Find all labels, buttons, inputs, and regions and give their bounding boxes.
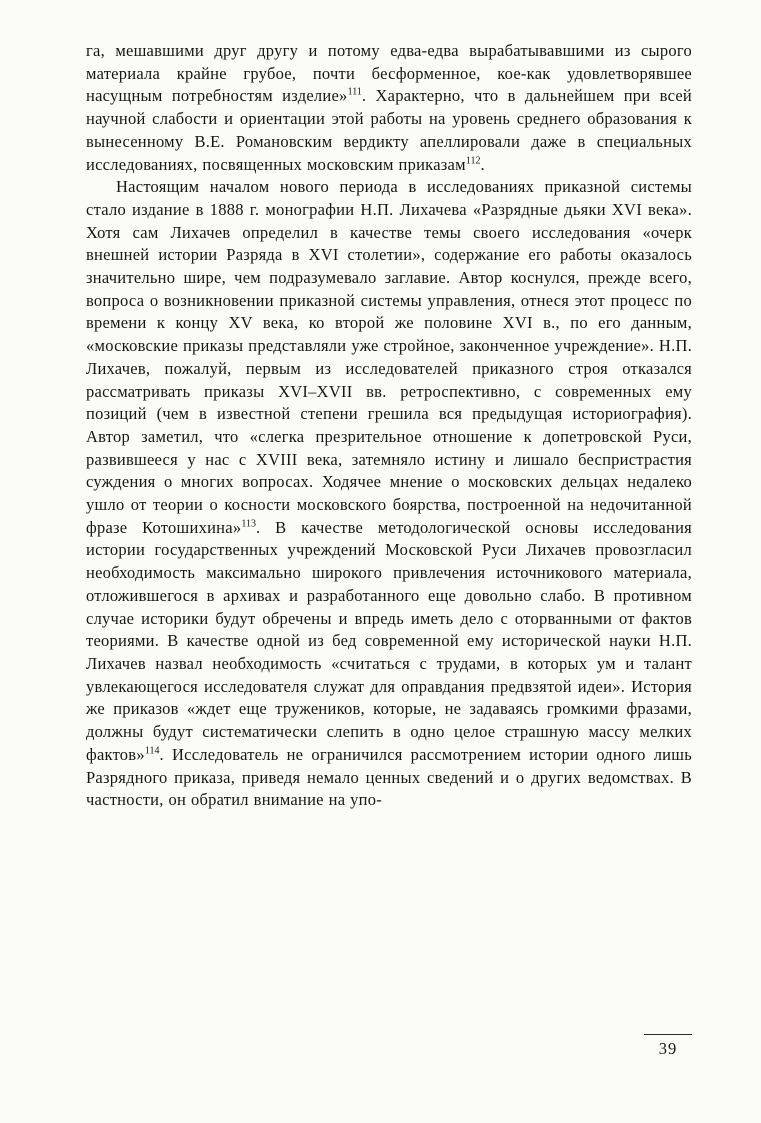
- paragraph-continuation: [86, 40, 692, 176]
- paragraph-text: .: [480, 154, 485, 174]
- footnote-ref-113: 113: [241, 518, 256, 530]
- paragraph-text: . В качестве методологической основы исследования истории государственных учреждений Московской Руси Лихачев провозгласил необходимость максимально широкого привлечения источникового материала, отложившегося в архивах и разработанного еще довольно слабо. В противном случае историки будут обречены и впредь иметь дело с оторванными от фактов теориями. В качестве одной из бед современной ему исторической науки Н.П. Лихачев назвал необходимость «считаться с трудами, в которых ум и талант увлекающегося исследователя служат для оправдания предвзятой идеи». История же приказов «ждет еще тружеников, которые, не задаваясь громкими фразами, должны будут систематически слепить в одно целое страшную массу мелких фактов»: [86, 517, 692, 764]
- footnote-ref-114: 114: [144, 745, 160, 757]
- body-text: [86, 40, 692, 812]
- page-footer: [644, 1034, 692, 1059]
- page-number: 39: [658, 1039, 678, 1058]
- footnote-ref-111: 111: [347, 86, 362, 98]
- paragraph-text: . Характерно, что в дальнейшем при всей научной слабости и ориентации этой работы на уровень среднего образования к вынесенному В.Е. Романовским вердикту апеллировали даже в специальных исследованиях, посвященных московским приказам: [86, 86, 692, 174]
- paragraph-text: га, мешавшими друг другу и потому едва-едва вырабатывавшими из сырого материала крайне грубое, почти бесформенное, кое-как удовлетворявшее насущным потребностям изделие»: [86, 41, 692, 106]
- footnote-ref-112: 112: [465, 155, 481, 167]
- paragraph-text: . Исследователь не ограничился рассмотрением истории одного лишь Разрядного приказа, приведя немало ценных сведений и о других ведомствах. В частности, он обратил внимание на упо-: [86, 744, 692, 810]
- paragraph-main: [86, 176, 692, 812]
- footer-rule: [644, 1034, 692, 1035]
- paragraph-text: Настоящим началом нового периода в исследованиях приказной системы стало издание в 1888 г. монографии Н.П. Лихачева «Разрядные дьяки XVI века». Хотя сам Лихачев определил в качестве темы своего исследования «очерк внешней истории Разряда в XVI столетии», содержание его работы оказалось значительно шире, чем подразумевало заглавие. Автор коснулся, прежде всего, вопроса о возникновении приказной системы управления, отнеся этот процесс по времени к концу XV века, ко второй же половине XVI в., по его данным, «московские приказы представляли уже стройное, законченное учреждение». Н.П. Лихачев, пожалуй, первым из исследователей приказного строя отказался рассматривать приказы XVI–XVII вв. ретроспективно, с современных ему позиций (чем в известной степени грешила вся предыдущая историография). Автор заметил, что «слегка презрительное отношение к допетровской Руси, развившееся у нас с XVIII века, затемняло истину и лишало беспристрастия суждения о многих вопросах. Ходячее мнение о московских дельцах недалеко ушло от теории о косности московского боярства, построенной на недочитанной фразе Котошихина»: [86, 177, 692, 537]
